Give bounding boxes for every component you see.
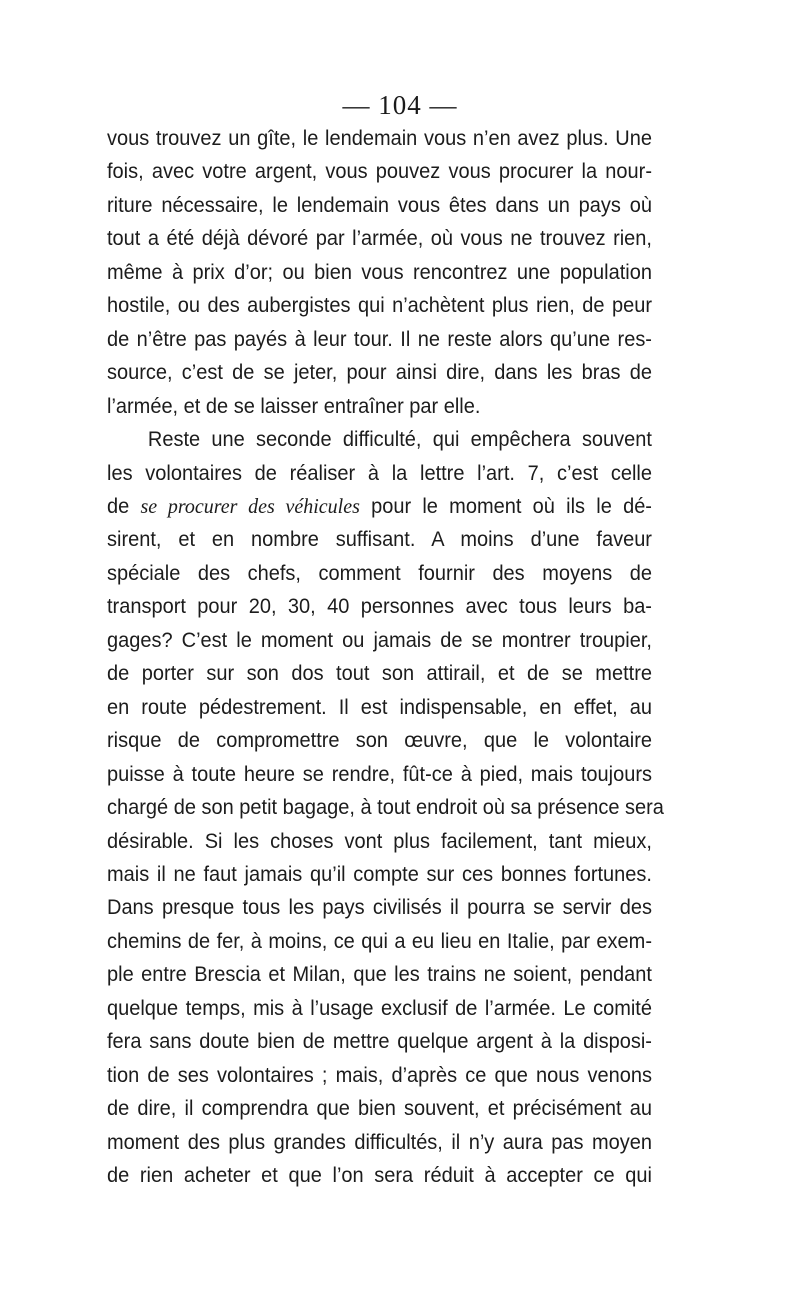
text-line: l’armée, et de se laisser entraîner par elle. [107, 393, 481, 418]
text-line: de rien acheter et que l’on sera réduit à accepter ce qui [107, 1163, 652, 1188]
text-line: les volontaires de réaliser à la lettre l’art. 7, c’est celle [107, 460, 652, 485]
text-line: désirable. Si les choses vont plus facilement, tant mieux, [107, 828, 652, 853]
text-line: tout a été déjà dévoré par l’armée, où vous ne trouvez rien, [107, 226, 652, 251]
text-line: ple entre Brescia et Milan, que les trains ne soient, pendant [107, 962, 652, 987]
italic-phrase: se procurer des véhicules [140, 493, 360, 518]
text-line: chargé de son petit bagage, à tout endroit où sa présence sera [107, 795, 664, 820]
text-line: même à prix d’or; ou bien vous rencontrez une population [107, 259, 652, 284]
text-line: sirent, et en nombre suffisant. A moins d’une faveur [107, 527, 652, 552]
text-line: Dans presque tous les pays civilisés il pourra se servir des [107, 895, 652, 920]
text-line: risque de compromettre son œuvre, que le volontaire [107, 728, 652, 753]
body-text [107, 122, 664, 1193]
text-line: riture nécessaire, le lendemain vous êtes dans un pays où [107, 192, 652, 217]
text-line: gages? C’est le moment ou jamais de se montrer troupier, [107, 627, 652, 652]
text-line: de porter sur son dos tout son attirail, et de se mettre [107, 661, 652, 686]
text-line: hostile, ou des aubergistes qui n’achètent plus rien, de peur [107, 293, 652, 318]
text-line: moment des plus grandes difficultés, il n’y aura pas moyen [107, 1129, 652, 1154]
text-line: fois, avec votre argent, vous pouvez vous procurer la nour- [107, 159, 652, 184]
text-line: source, c’est de se jeter, pour ainsi dire, dans les bras de [107, 360, 652, 385]
text-line: de n’être pas payés à leur tour. Il ne reste alors qu’une res- [107, 326, 652, 351]
text-line: quelque temps, mis à l’usage exclusif de l’armée. Le comité [107, 995, 652, 1020]
text-line: vous trouvez un gîte, le lendemain vous n’en avez plus. Une [107, 126, 652, 150]
text-line: transport pour 20, 30, 40 personnes avec tous leurs ba- [107, 594, 652, 619]
page-number: — 104 — [342, 90, 458, 120]
text-line: en route pédestrement. Il est indispensable, en effet, au [107, 694, 652, 719]
text-segment: de [107, 493, 141, 518]
text-line: spéciale des chefs, comment fournir des moyens de [107, 560, 652, 585]
text-line: mais il ne faut jamais qu’il compte sur ces bonnes fortunes. [107, 861, 652, 886]
text-segment: pour le moment où ils le dé- [359, 493, 652, 518]
text-line-mixed [107, 490, 652, 523]
text-line: fera sans doute bien de mettre quelque argent à la disposi- [107, 1029, 652, 1054]
text-line: puisse à toute heure se rendre, fût-ce à pied, mais toujours [107, 761, 652, 786]
text-line: chemins de fer, à moins, ce qui a eu lieu en Italie, par exem- [107, 928, 652, 953]
text-line: tion de ses volontaires ; mais, d’après ce que nous venons [107, 1062, 652, 1087]
text-line: Reste une seconde difficulté, qui empêchera souvent [147, 427, 652, 452]
text-line: de dire, il comprendra que bien souvent, et précisément au [107, 1096, 652, 1121]
